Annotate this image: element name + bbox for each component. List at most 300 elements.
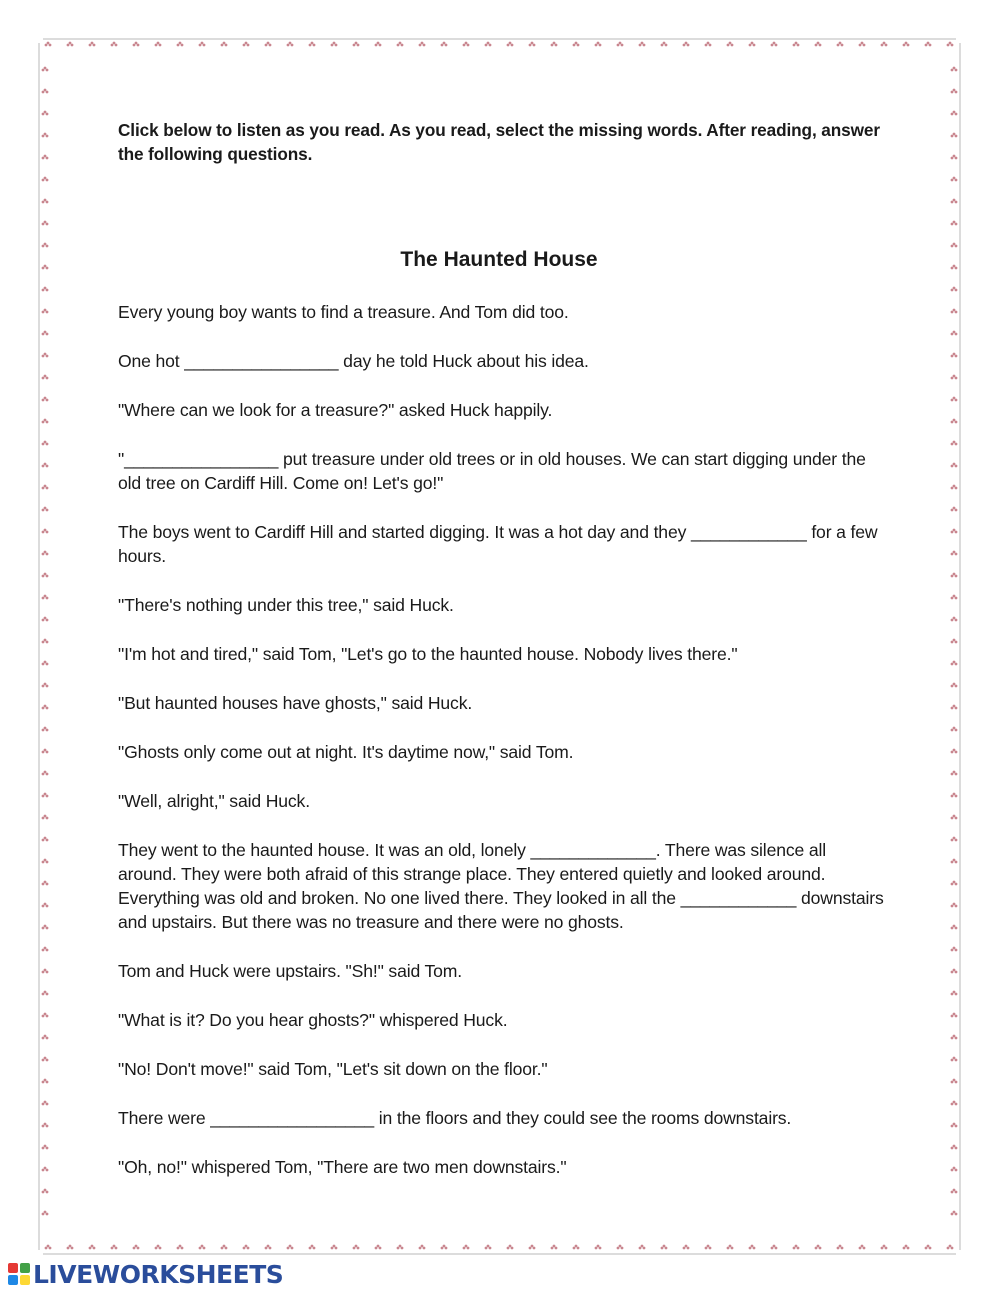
border-dot bbox=[883, 1245, 886, 1248]
border-dot bbox=[955, 509, 958, 512]
border-dot bbox=[955, 861, 958, 864]
border-dot bbox=[44, 1123, 47, 1126]
story-paragraph: "Well, alright," said Huck. bbox=[118, 791, 310, 811]
border-dot bbox=[397, 44, 400, 47]
border-dot bbox=[951, 971, 954, 974]
footer-brand[interactable] bbox=[8, 1258, 283, 1290]
border-dot bbox=[705, 44, 708, 47]
border-dot bbox=[707, 42, 710, 45]
border-dot bbox=[955, 135, 958, 138]
border-dot bbox=[639, 1247, 642, 1250]
border-dot bbox=[729, 1245, 732, 1248]
border-dot bbox=[465, 1245, 468, 1248]
border-dot bbox=[797, 1247, 800, 1250]
border-dot bbox=[44, 133, 47, 136]
border-dot bbox=[953, 331, 956, 334]
border-dot bbox=[42, 1213, 45, 1216]
border-dot bbox=[955, 487, 958, 490]
border-dot bbox=[729, 42, 732, 45]
border-dot bbox=[951, 179, 954, 182]
border-dot bbox=[951, 487, 954, 490]
border-dot bbox=[641, 1245, 644, 1248]
border-dot bbox=[953, 199, 956, 202]
border-dot bbox=[42, 509, 45, 512]
border-dot bbox=[42, 223, 45, 226]
border-dot bbox=[419, 44, 422, 47]
border-dot bbox=[903, 44, 906, 47]
border-dot bbox=[953, 375, 956, 378]
border-dot bbox=[247, 44, 250, 47]
border-dot bbox=[42, 531, 45, 534]
border-dot bbox=[46, 839, 49, 842]
border-dot bbox=[443, 42, 446, 45]
border-dot bbox=[639, 44, 642, 47]
border-dot bbox=[955, 905, 958, 908]
border-dot bbox=[269, 44, 272, 47]
border-dot bbox=[665, 44, 668, 47]
border-dot bbox=[42, 641, 45, 644]
border-dot bbox=[955, 443, 958, 446]
border-dot bbox=[955, 333, 958, 336]
border-dot bbox=[46, 465, 49, 468]
border-dot bbox=[69, 42, 72, 45]
border-dot bbox=[331, 1247, 334, 1250]
border-dot bbox=[951, 377, 954, 380]
border-dot bbox=[955, 993, 958, 996]
border-dot bbox=[313, 44, 316, 47]
border-dot bbox=[421, 42, 424, 45]
border-dot bbox=[955, 663, 958, 666]
border-dot bbox=[953, 1145, 956, 1148]
border-dot bbox=[951, 707, 954, 710]
border-dot bbox=[643, 44, 646, 47]
border-dot bbox=[955, 817, 958, 820]
border-dot bbox=[951, 267, 954, 270]
border-dot bbox=[375, 1247, 378, 1250]
border-dot bbox=[265, 1247, 268, 1250]
border-dot bbox=[951, 311, 954, 314]
border-dot bbox=[951, 839, 954, 842]
border-dot bbox=[599, 44, 602, 47]
border-dot bbox=[287, 44, 290, 47]
border-dot bbox=[46, 1059, 49, 1062]
story-paragraph-with-blank[interactable]: One hot ________________ day he told Huck about his idea. bbox=[118, 351, 589, 371]
border-dot bbox=[42, 443, 45, 446]
border-dot bbox=[953, 1123, 956, 1126]
border-dot bbox=[599, 1247, 602, 1250]
border-dot bbox=[553, 1245, 556, 1248]
border-dot bbox=[955, 927, 958, 930]
story-paragraph: "No! Don't move!" said Tom, "Let's sit down on the floor." bbox=[118, 1059, 548, 1079]
border-dot bbox=[903, 1247, 906, 1250]
border-dot bbox=[289, 1245, 292, 1248]
border-dot bbox=[953, 551, 956, 554]
border-dot bbox=[46, 817, 49, 820]
border-dot bbox=[951, 245, 954, 248]
story-paragraph: "I'm hot and tired," said Tom, "Let's go to the haunted house. Nobody lives there." bbox=[118, 644, 738, 664]
border-dot bbox=[42, 289, 45, 292]
border-dot bbox=[573, 44, 576, 47]
border-dot bbox=[44, 1079, 47, 1082]
border-dot bbox=[955, 641, 958, 644]
border-dot bbox=[925, 44, 928, 47]
border-dot bbox=[44, 309, 47, 312]
border-dot bbox=[423, 44, 426, 47]
border-dot bbox=[687, 1247, 690, 1250]
border-dot bbox=[951, 157, 954, 160]
border-dot bbox=[685, 1245, 688, 1248]
border-dot bbox=[507, 44, 510, 47]
border-dot bbox=[44, 265, 47, 268]
border-dot bbox=[42, 179, 45, 182]
border-dot bbox=[91, 1245, 94, 1248]
border-dot bbox=[42, 91, 45, 94]
border-dot bbox=[44, 793, 47, 796]
border-dot bbox=[955, 311, 958, 314]
border-dot bbox=[817, 42, 820, 45]
border-dot bbox=[445, 44, 448, 47]
border-dot bbox=[955, 1191, 958, 1194]
border-dot bbox=[397, 1247, 400, 1250]
border-dot bbox=[819, 44, 822, 47]
border-dot bbox=[955, 1147, 958, 1150]
border-dot bbox=[881, 44, 884, 47]
border-dot bbox=[291, 1247, 294, 1250]
border-dot bbox=[177, 44, 180, 47]
border-dot bbox=[951, 1081, 954, 1084]
border-dot bbox=[44, 969, 47, 972]
border-dot bbox=[955, 949, 958, 952]
border-dot bbox=[685, 42, 688, 45]
border-dot bbox=[441, 1247, 444, 1250]
border-dot bbox=[46, 201, 49, 204]
border-dot bbox=[399, 42, 402, 45]
border-dot bbox=[709, 44, 712, 47]
border-dot bbox=[289, 42, 292, 45]
border-dot bbox=[953, 815, 956, 818]
border-dot bbox=[951, 861, 954, 864]
story-paragraph: "But haunted houses have ghosts," said Huck. bbox=[118, 693, 473, 713]
border-dot bbox=[951, 993, 954, 996]
border-dot bbox=[953, 771, 956, 774]
border-dot bbox=[44, 1211, 47, 1214]
border-dot bbox=[44, 1167, 47, 1170]
border-dot bbox=[401, 1247, 404, 1250]
border-dot bbox=[45, 1247, 48, 1250]
border-dot bbox=[907, 44, 910, 47]
border-dot bbox=[953, 903, 956, 906]
border-dot bbox=[46, 487, 49, 490]
border-dot bbox=[751, 42, 754, 45]
border-dot bbox=[46, 1213, 49, 1216]
border-dot bbox=[44, 375, 47, 378]
border-dot bbox=[751, 1245, 754, 1248]
border-dot bbox=[201, 42, 204, 45]
border-dot bbox=[955, 883, 958, 886]
border-dot bbox=[663, 42, 666, 45]
border-dot bbox=[44, 331, 47, 334]
border-dot bbox=[113, 1245, 116, 1248]
border-dot bbox=[42, 663, 45, 666]
border-dot bbox=[951, 1191, 954, 1194]
border-dot bbox=[463, 44, 466, 47]
border-dot bbox=[955, 575, 958, 578]
border-dot bbox=[46, 1015, 49, 1018]
border-dot bbox=[42, 201, 45, 204]
brand-name: LIVEWORKSHEETS bbox=[33, 1259, 284, 1289]
border-dot bbox=[775, 44, 778, 47]
border-dot bbox=[46, 553, 49, 556]
border-dot bbox=[42, 949, 45, 952]
border-dot bbox=[817, 1245, 820, 1248]
border-dot bbox=[46, 267, 49, 270]
border-dot bbox=[221, 1247, 224, 1250]
border-dot bbox=[953, 221, 956, 224]
border-dot bbox=[951, 663, 954, 666]
border-dot bbox=[951, 113, 954, 116]
border-dot bbox=[953, 727, 956, 730]
border-dot bbox=[749, 44, 752, 47]
border-dot bbox=[773, 42, 776, 45]
border-dot bbox=[683, 44, 686, 47]
border-dot bbox=[245, 1245, 248, 1248]
border-dot bbox=[529, 44, 532, 47]
border-dot bbox=[753, 44, 756, 47]
story-paragraph: "Oh, no!" whispered Tom, "There are two men downstairs." bbox=[118, 1157, 567, 1177]
border-dot bbox=[46, 377, 49, 380]
border-dot bbox=[155, 1247, 158, 1250]
border-dot bbox=[243, 1247, 246, 1250]
border-dot bbox=[42, 729, 45, 732]
border-dot bbox=[115, 44, 118, 47]
border-dot bbox=[953, 1079, 956, 1082]
border-dot bbox=[133, 1247, 136, 1250]
border-dot bbox=[953, 837, 956, 840]
border-dot bbox=[951, 1037, 954, 1040]
border-dot bbox=[44, 683, 47, 686]
border-dot bbox=[44, 903, 47, 906]
border-dot bbox=[137, 44, 140, 47]
border-dot bbox=[42, 355, 45, 358]
border-dot bbox=[929, 1247, 932, 1250]
border-dot bbox=[683, 1247, 686, 1250]
border-dot bbox=[46, 289, 49, 292]
border-dot bbox=[577, 44, 580, 47]
border-dot bbox=[42, 993, 45, 996]
border-dot bbox=[951, 817, 954, 820]
border-dot bbox=[955, 597, 958, 600]
border-dot bbox=[375, 44, 378, 47]
border-dot bbox=[111, 1247, 114, 1250]
border-dot bbox=[44, 397, 47, 400]
border-dot bbox=[489, 1247, 492, 1250]
border-dot bbox=[44, 881, 47, 884]
border-dot bbox=[953, 177, 956, 180]
border-dot bbox=[951, 1125, 954, 1128]
border-dot bbox=[44, 705, 47, 708]
border-dot bbox=[203, 1247, 206, 1250]
border-dot bbox=[955, 201, 958, 204]
story-paragraph-with-blank[interactable]: "________________ put treasure under old trees or in old houses. We can start digging under the old tree on Cardiff Hill. Come on! Let's go!" bbox=[118, 449, 866, 493]
border-dot bbox=[46, 1147, 49, 1150]
border-dot bbox=[44, 771, 47, 774]
border-dot bbox=[951, 883, 954, 886]
border-dot bbox=[42, 1059, 45, 1062]
story-paragraph-with-blank[interactable]: The boys went to Cardiff Hill and started digging. It was a hot day and they ____________ for a few hours. bbox=[118, 522, 878, 566]
border-dot bbox=[45, 44, 48, 47]
border-dot bbox=[727, 44, 730, 47]
border-dot bbox=[955, 69, 958, 72]
border-dot bbox=[575, 42, 578, 45]
border-dot bbox=[955, 773, 958, 776]
border-dot bbox=[951, 773, 954, 776]
border-dot bbox=[111, 44, 114, 47]
border-dot bbox=[47, 42, 50, 45]
border-dot bbox=[46, 531, 49, 534]
border-dot bbox=[46, 333, 49, 336]
border-dot bbox=[42, 927, 45, 930]
border-dot bbox=[773, 1245, 776, 1248]
border-dot bbox=[509, 42, 512, 45]
border-dot bbox=[951, 69, 954, 72]
border-dot bbox=[507, 1247, 510, 1250]
border-dot bbox=[953, 155, 956, 158]
border-dot bbox=[485, 44, 488, 47]
border-dot bbox=[951, 135, 954, 138]
border-dot bbox=[511, 44, 514, 47]
border-dot bbox=[953, 243, 956, 246]
border-dot bbox=[42, 135, 45, 138]
border-dot bbox=[46, 421, 49, 424]
border-dot bbox=[487, 42, 490, 45]
border-dot bbox=[42, 1015, 45, 1018]
border-dot bbox=[42, 751, 45, 754]
border-dot bbox=[42, 575, 45, 578]
border-dot bbox=[955, 1059, 958, 1062]
border-dot bbox=[355, 1245, 358, 1248]
border-dot bbox=[947, 1247, 950, 1250]
border-dot bbox=[709, 1247, 712, 1250]
border-dot bbox=[42, 421, 45, 424]
instructions: Click below to listen as you read. As you read, select the missing words. After reading, answer the following questions. bbox=[118, 120, 880, 164]
border-dot bbox=[46, 399, 49, 402]
story-paragraph-with-blank[interactable]: There were _________________ in the floors and they could see the rooms downstairs. bbox=[118, 1108, 792, 1128]
border-dot bbox=[953, 881, 956, 884]
border-dot bbox=[467, 1247, 470, 1250]
border-dot bbox=[665, 1247, 668, 1250]
border-dot bbox=[861, 1245, 864, 1248]
border-dot bbox=[42, 1147, 45, 1150]
border-dot bbox=[46, 751, 49, 754]
border-dot bbox=[46, 245, 49, 248]
border-dot bbox=[46, 619, 49, 622]
border-dot bbox=[949, 42, 952, 45]
border-dot bbox=[949, 1245, 952, 1248]
border-dot bbox=[42, 333, 45, 336]
border-dot bbox=[44, 89, 47, 92]
border-dot bbox=[951, 729, 954, 732]
border-dot bbox=[46, 575, 49, 578]
border-dot bbox=[46, 1103, 49, 1106]
border-dot bbox=[245, 42, 248, 45]
border-dot bbox=[531, 1245, 534, 1248]
border-dot bbox=[42, 795, 45, 798]
border-dot bbox=[951, 289, 954, 292]
border-dot bbox=[815, 1247, 818, 1250]
border-dot bbox=[42, 267, 45, 270]
border-dot bbox=[661, 44, 664, 47]
border-dot bbox=[955, 1213, 958, 1216]
border-dot bbox=[44, 1145, 47, 1148]
border-dot bbox=[46, 949, 49, 952]
border-dot bbox=[555, 1247, 558, 1250]
border-dot bbox=[46, 795, 49, 798]
border-dot bbox=[313, 1247, 316, 1250]
border-dot bbox=[44, 177, 47, 180]
border-dot bbox=[837, 1247, 840, 1250]
border-dot bbox=[617, 44, 620, 47]
border-dot bbox=[225, 44, 228, 47]
border-dot bbox=[71, 1247, 74, 1250]
border-dot bbox=[46, 597, 49, 600]
border-dot bbox=[42, 817, 45, 820]
border-dot bbox=[42, 905, 45, 908]
story-paragraph-with-blank[interactable]: They went to the haunted house. It was an old, lonely _____________. There was silence all around. They were both afraid of this strange place. They entered quietly and looked around. Everything was old and broken. No one lived there. They looked in all the ____________ downstairs and upstairs. But there was no treasure and there were no ghosts. bbox=[118, 840, 884, 932]
border-dot bbox=[819, 1247, 822, 1250]
border-dot bbox=[115, 1247, 118, 1250]
border-dot bbox=[199, 1247, 202, 1250]
border-dot bbox=[333, 1245, 336, 1248]
border-dot bbox=[951, 619, 954, 622]
border-dot bbox=[841, 44, 844, 47]
border-dot bbox=[42, 311, 45, 314]
border-dot bbox=[951, 91, 954, 94]
border-dot bbox=[67, 1247, 70, 1250]
border-dot bbox=[955, 685, 958, 688]
border-dot bbox=[42, 707, 45, 710]
border-dot bbox=[731, 1247, 734, 1250]
border-dot bbox=[42, 377, 45, 380]
border-dot bbox=[953, 287, 956, 290]
border-dot bbox=[42, 487, 45, 490]
border-dot bbox=[44, 1035, 47, 1038]
border-dot bbox=[953, 309, 956, 312]
border-dot bbox=[221, 44, 224, 47]
border-dot bbox=[595, 44, 598, 47]
border-dot bbox=[953, 463, 956, 466]
border-dot bbox=[797, 44, 800, 47]
border-dot bbox=[951, 685, 954, 688]
border-dot bbox=[955, 91, 958, 94]
border-dot bbox=[287, 1247, 290, 1250]
border-dot bbox=[953, 419, 956, 422]
border-dot bbox=[953, 353, 956, 356]
border-dot bbox=[953, 1057, 956, 1060]
border-dot bbox=[731, 44, 734, 47]
border-dot bbox=[44, 859, 47, 862]
border-dot bbox=[951, 1147, 954, 1150]
border-dot bbox=[577, 1247, 580, 1250]
border-dot bbox=[46, 1169, 49, 1172]
border-dot bbox=[44, 639, 47, 642]
border-dot bbox=[953, 1101, 956, 1104]
border-dot bbox=[951, 575, 954, 578]
liveworksheets-logo-icon bbox=[8, 1263, 30, 1285]
border-dot bbox=[951, 1015, 954, 1018]
border-dot bbox=[42, 861, 45, 864]
border-dot bbox=[619, 42, 622, 45]
border-dot bbox=[42, 157, 45, 160]
